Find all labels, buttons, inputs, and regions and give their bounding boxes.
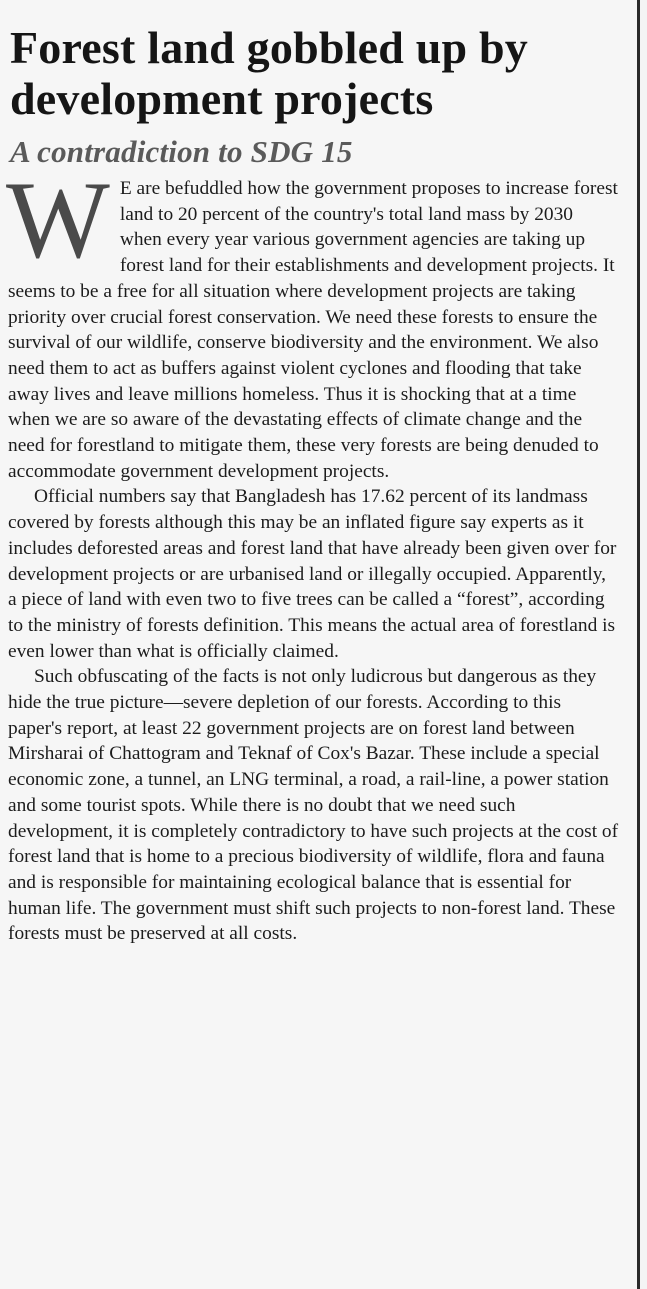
paragraph-3: Such obfuscating of the facts is not only ludicrous but dangerous as they hide the true picture—severe depletion of our forests. According to this paper's report, at least 22 government projects are on forest land between Mirsharai of Chattogram and Teknaf of Cox's Bazar. These include a special economic zone, a tunnel, an LNG terminal, a road, a rail-line, a power station and some tourist spots. While there is no doubt that we need such development, it is completely contradictory to have such projects at the cost of forest land that is home to a precious biodiversity of wildlife, flora and fauna and is responsible for maintaining ecological balance that is essential for human life. The government must shift such projects to non-forest land. These forests must be preserved at all costs. xyxy=(8,666,619,945)
drop-cap: W xyxy=(6,159,110,281)
paragraph-1-text: E are befuddled how the government proposes to increase forest land to 20 percent of the country's total land mass by 2030 when every year various government agencies are taking up forest land for their establishments and development projects. It seems to be a free for all situation where development projects are taking priority over crucial forest conservation. We need these forests to ensure the survival of our wildlife, conserve biodiversity and the environment. We also need them to act as buffers against violent cyclones and flooding that take away lives and leave millions homeless. Thus it is shocking that at a time when we are so aware of the devastating effects of climate change and the need for forestland to mitigate them, these very forests are being denuded to accommodate government development projects. xyxy=(8,178,618,482)
paragraph-1 xyxy=(6,159,619,484)
article-body xyxy=(6,159,619,947)
paragraph-2: Official numbers say that Bangladesh has 17.62 percent of its landmass covered by forests although this may be an inflated figure say experts as it includes deforested areas and forest land that have already been given over for development projects or are urbanised land or illegally occupied. Apparently, a piece of land with even two to five trees can be called a “forest”, according to the ministry of forests definition. This means the actual area of forestland is even lower than what is officially claimed. xyxy=(8,486,617,662)
headline: Forest land gobbled up by development projects xyxy=(10,22,528,124)
subheadline: A contradiction to SDG 15 xyxy=(10,134,353,169)
